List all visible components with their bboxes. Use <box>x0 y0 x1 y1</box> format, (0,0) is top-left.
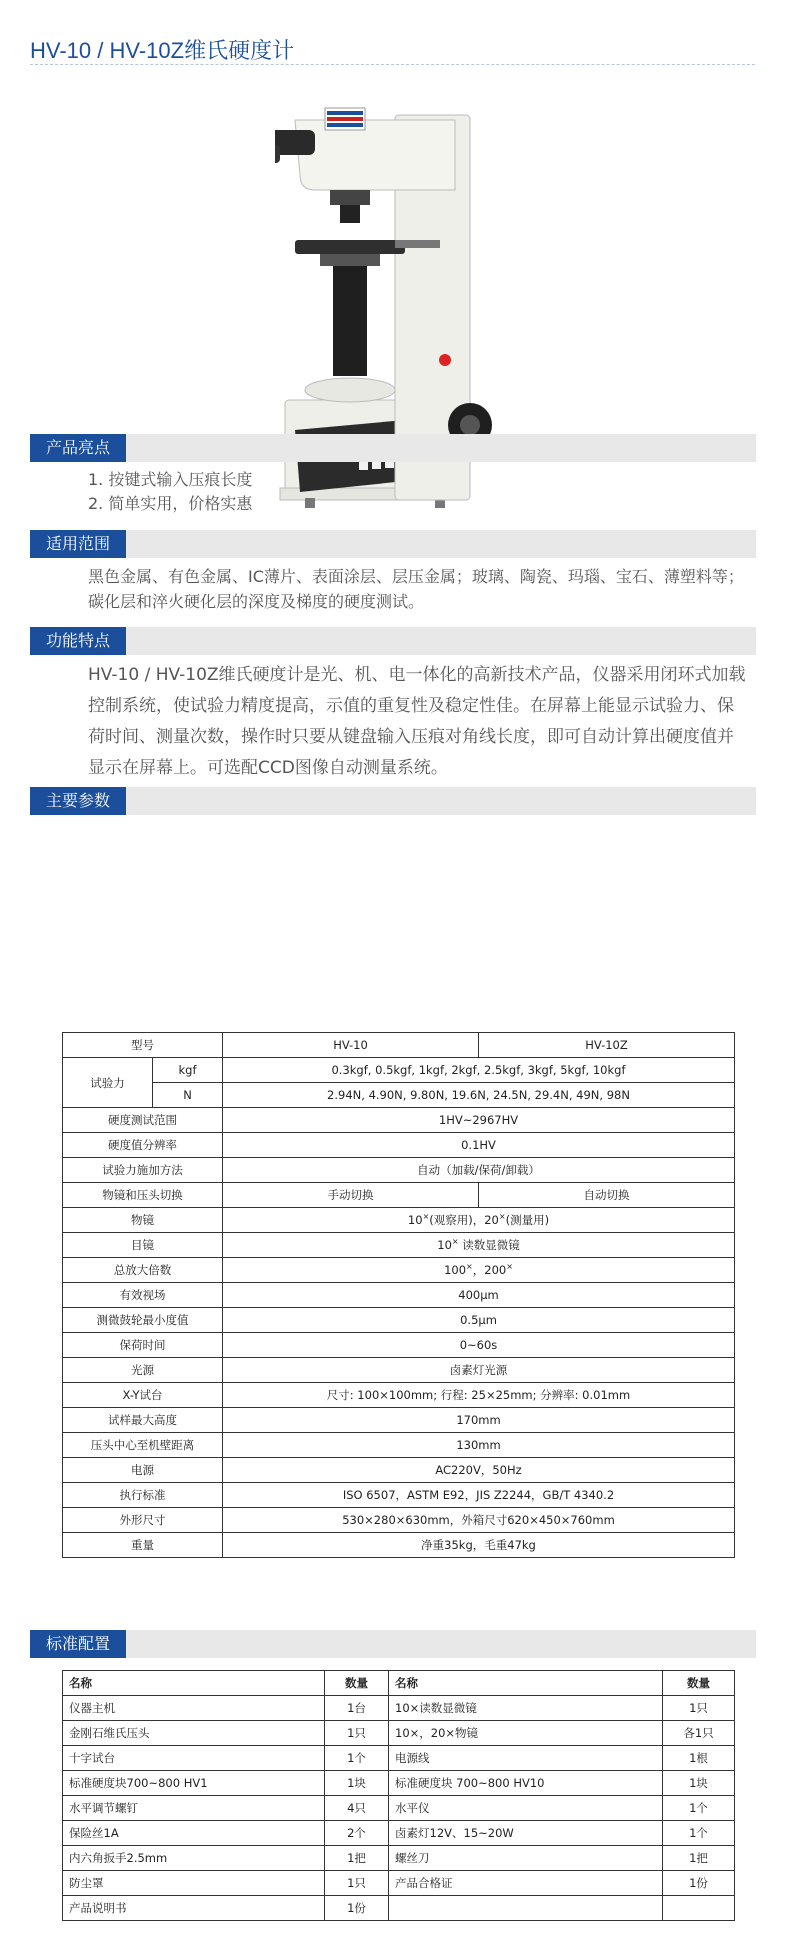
config-item-name: 产品合格证 <box>389 1871 663 1896</box>
table-row <box>63 1696 735 1721</box>
spec-value: 净重35kg，毛重47kg <box>223 1533 735 1558</box>
section-specs-header <box>30 787 756 815</box>
column-header: 名称 <box>63 1671 325 1696</box>
column-header: 数量 <box>663 1671 735 1696</box>
config-item-name: 水平调节螺钉 <box>63 1796 325 1821</box>
spec-value: 手动切换 <box>223 1183 479 1208</box>
config-item-name: 10×读数显微镜 <box>389 1696 663 1721</box>
section-highlights-header <box>30 434 756 462</box>
table-row <box>63 1508 735 1533</box>
config-item-qty: 1份 <box>663 1871 735 1896</box>
column-header: 数量 <box>325 1671 389 1696</box>
table-header-row <box>63 1671 735 1696</box>
spec-label: 保荷时间 <box>63 1333 223 1358</box>
spec-label: 总放大倍数 <box>63 1258 223 1283</box>
spec-label: 型号 <box>63 1033 223 1058</box>
config-item-name: 内六角扳手2.5mm <box>63 1846 325 1871</box>
section-highlights-label: 产品亮点 <box>30 434 126 462</box>
table-row <box>63 1058 735 1083</box>
spec-unit: N <box>153 1083 223 1108</box>
config-item-name: 标准硬度块700~800 HV1 <box>63 1771 325 1796</box>
config-item-qty: 1根 <box>663 1746 735 1771</box>
config-item-qty: 1份 <box>325 1896 389 1921</box>
table-row <box>63 1083 735 1108</box>
table-row <box>63 1333 735 1358</box>
config-item-name: 卤素灯12V、15~20W <box>389 1821 663 1846</box>
table-row <box>63 1896 735 1921</box>
spec-value: 0.1HV <box>223 1133 735 1158</box>
config-item-qty: 1台 <box>325 1696 389 1721</box>
table-row <box>63 1746 735 1771</box>
config-item-qty: 1只 <box>325 1871 389 1896</box>
brand-logo <box>325 108 365 130</box>
section-scope-label: 适用范围 <box>30 530 126 558</box>
section-scope-header <box>30 530 756 558</box>
spec-value: ISO 6507，ASTM E92，JIS Z2244，GB/T 4340.2 <box>223 1483 735 1508</box>
config-item-qty: 1个 <box>663 1796 735 1821</box>
spec-label: 目镜 <box>63 1233 223 1258</box>
spec-label: 试验力施加方法 <box>63 1158 223 1183</box>
highlight-item: 1. 按键式输入压痕长度 <box>88 470 253 489</box>
table-row <box>63 1408 735 1433</box>
config-item-name: 标准硬度块 700~800 HV10 <box>389 1771 663 1796</box>
spec-value: 0~60s <box>223 1333 735 1358</box>
config-item-qty: 1个 <box>663 1821 735 1846</box>
spec-label: 物镜和压头切换 <box>63 1183 223 1208</box>
table-row <box>63 1233 735 1258</box>
config-item-qty: 1块 <box>663 1771 735 1796</box>
highlight-item: 2. 简单实用，价格实惠 <box>88 494 253 513</box>
features-text: HV-10 / HV-10Z维氏硬度计是光、机、电一体化的高新技术产品，仪器采用闭环式加载控制系统，使试验力精度提高，示值的重复性及稳定性佳。在屏幕上能显示试验力、保荷时间、测量次数，操作时只要从键盘输入压痕对角线长度，即可自动计算出硬度值并显示在屏幕上。可选配CCD图像自动测量系统。 <box>88 665 746 778</box>
spec-unit: kgf <box>153 1058 223 1083</box>
section-config-label: 标准配置 <box>30 1630 126 1658</box>
table-row <box>63 1033 735 1058</box>
config-item-name: 电源线 <box>389 1746 663 1771</box>
spec-label: 执行标准 <box>63 1483 223 1508</box>
spec-value: HV-10Z <box>479 1033 735 1058</box>
column-header: 名称 <box>389 1671 663 1696</box>
spec-value: 130mm <box>223 1433 735 1458</box>
table-row <box>63 1108 735 1133</box>
config-item-name: 10×，20×物镜 <box>389 1721 663 1746</box>
config-item-qty: 1只 <box>325 1721 389 1746</box>
spec-label: 外形尺寸 <box>63 1508 223 1533</box>
config-item-name: 防尘罩 <box>63 1871 325 1896</box>
spec-value: 530×280×630mm，外箱尺寸620×450×760mm <box>223 1508 735 1533</box>
specs-table <box>62 1032 735 1558</box>
spec-value: 0.5μm <box>223 1308 735 1333</box>
spec-label: X-Y试台 <box>63 1383 223 1408</box>
spec-value: 2.94N, 4.90N, 9.80N, 19.6N, 24.5N, 29.4N, 49N, 98N <box>223 1083 735 1108</box>
spec-value: 100×，200× <box>223 1258 735 1283</box>
page-title: HV-10 / HV-10Z维氏硬度计 <box>30 38 295 63</box>
spec-label: 硬度值分辨率 <box>63 1133 223 1158</box>
table-row <box>63 1821 735 1846</box>
table-row <box>63 1771 735 1796</box>
spec-label: 测微鼓轮最小度值 <box>63 1308 223 1333</box>
config-item-name: 水平仪 <box>389 1796 663 1821</box>
config-item-qty: 各1只 <box>663 1721 735 1746</box>
section-specs-label: 主要参数 <box>30 787 126 815</box>
config-table <box>62 1670 735 1921</box>
config-item-name: 仪器主机 <box>63 1696 325 1721</box>
config-item-qty: 1块 <box>325 1771 389 1796</box>
config-item-name: 螺丝刀 <box>389 1846 663 1871</box>
config-item-name: 金刚石维氏压头 <box>63 1721 325 1746</box>
config-item-qty: 2个 <box>325 1821 389 1846</box>
spec-value: HV-10 <box>223 1033 479 1058</box>
config-item-qty: 1把 <box>663 1846 735 1871</box>
spec-label: 电源 <box>63 1458 223 1483</box>
spec-label: 重量 <box>63 1533 223 1558</box>
spec-value: 自动（加载/保荷/卸载） <box>223 1158 735 1183</box>
title-divider <box>30 64 755 65</box>
section-config-header <box>30 1630 756 1658</box>
config-item-name <box>389 1896 663 1921</box>
table-row <box>63 1133 735 1158</box>
config-item-qty: 4只 <box>325 1796 389 1821</box>
section-features-header <box>30 627 756 655</box>
table-row <box>63 1483 735 1508</box>
spec-label: 光源 <box>63 1358 223 1383</box>
table-row <box>63 1308 735 1333</box>
spec-value: 400μm <box>223 1283 735 1308</box>
section-features-label: 功能特点 <box>30 627 126 655</box>
table-row <box>63 1208 735 1233</box>
spec-label: 有效视场 <box>63 1283 223 1308</box>
table-row <box>63 1533 735 1558</box>
spec-value: 0.3kgf, 0.5kgf, 1kgf, 2kgf, 2.5kgf, 3kgf, 5kgf, 10kgf <box>223 1058 735 1083</box>
config-item-qty <box>663 1896 735 1921</box>
spec-value: 10×(观察用)，20×(测量用) <box>223 1208 735 1233</box>
spec-label: 物镜 <box>63 1208 223 1233</box>
table-row <box>63 1721 735 1746</box>
spec-value: 10× 读数显微镜 <box>223 1233 735 1258</box>
config-item-name: 十字试台 <box>63 1746 325 1771</box>
table-row <box>63 1871 735 1896</box>
spec-value: AC220V，50Hz <box>223 1458 735 1483</box>
table-row <box>63 1183 735 1208</box>
table-row <box>63 1458 735 1483</box>
config-item-qty: 1把 <box>325 1846 389 1871</box>
table-row <box>63 1283 735 1308</box>
table-row <box>63 1433 735 1458</box>
config-item-qty: 1个 <box>325 1746 389 1771</box>
config-item-name: 产品说明书 <box>63 1896 325 1921</box>
highlights-list <box>88 468 748 516</box>
spec-value: 卤素灯光源 <box>223 1358 735 1383</box>
config-item-qty: 1只 <box>663 1696 735 1721</box>
spec-value: 170mm <box>223 1408 735 1433</box>
spec-label: 试样最大高度 <box>63 1408 223 1433</box>
spec-label: 硬度测试范围 <box>63 1108 223 1133</box>
spec-label: 试验力 <box>63 1058 153 1108</box>
config-item-name: 保险丝1A <box>63 1821 325 1846</box>
spec-label: 压头中心至机壁距离 <box>63 1433 223 1458</box>
table-row <box>63 1383 735 1408</box>
table-row <box>63 1158 735 1183</box>
spec-value: 尺寸: 100×100mm; 行程: 25×25mm; 分辨率: 0.01mm <box>223 1383 735 1408</box>
table-row <box>63 1846 735 1871</box>
scope-text: 黑色金属、有色金属、IC薄片、表面涂层、层压金属；玻璃、陶瓷、玛瑙、宝石、薄塑料等；碳化层和淬火硬化层的深度及梯度的硬度测试。 <box>88 567 744 611</box>
table-row <box>63 1258 735 1283</box>
table-row <box>63 1358 735 1383</box>
table-row <box>63 1796 735 1821</box>
spec-value: 自动切换 <box>479 1183 735 1208</box>
spec-value: 1HV~2967HV <box>223 1108 735 1133</box>
